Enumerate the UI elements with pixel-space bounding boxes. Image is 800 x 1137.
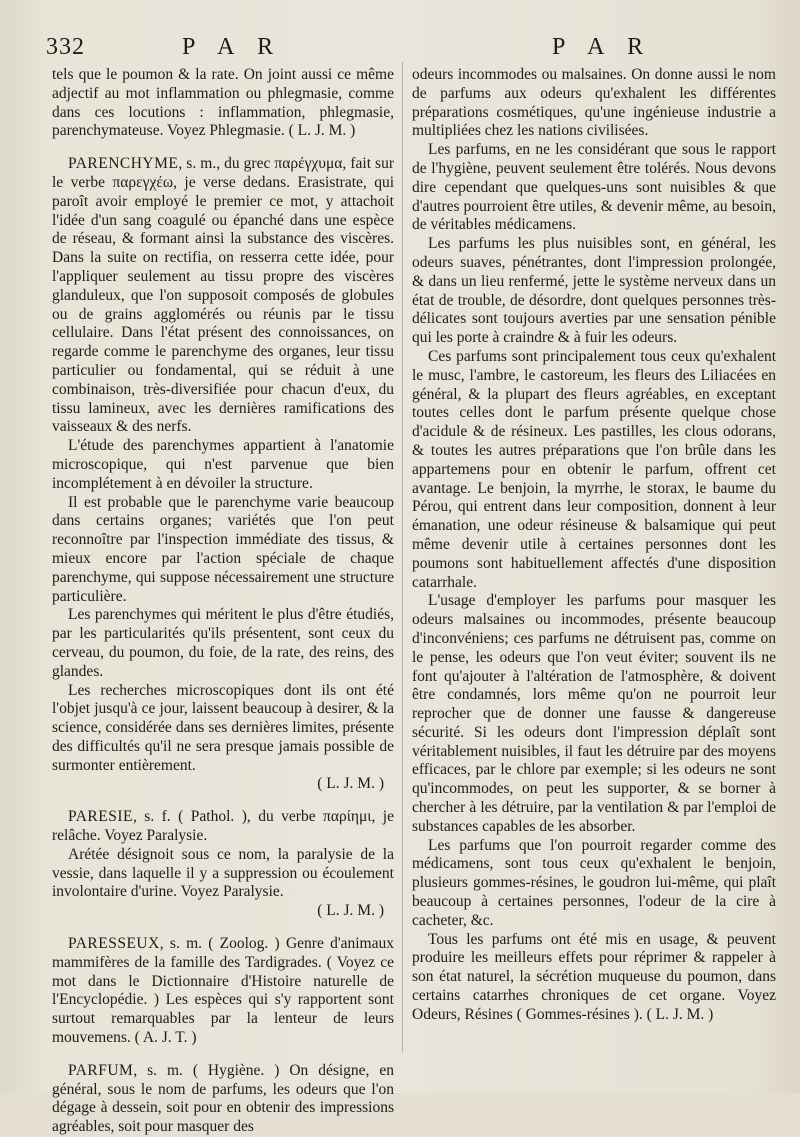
page-header (42, 34, 780, 66)
paragraph: Les parfums, en ne les considérant que sous le rapport de l'hygiène, peuvent seulement être tolérés. Nous devons dire cependant que quelques-uns sont nuisibles & que d'autres pourroient être utiles, & devenir même, au besoin, de véritables médicamens. (412, 141, 776, 234)
paragraph: Les parfums que l'on pourroit regarder comme des médicamens, sont tous ceux qu'exhalent le benjoin, plusieurs gommes-résines, le goudron lui-même, qui plaît beaucoup à certaines personnes, l'odeur de la cire à cacheter, &c. (412, 836, 776, 929)
entry-paresseux (52, 935, 394, 1048)
paragraph: Ces parfums sont principalement tous ceux qu'exhalent le musc, l'ambre, le castoreum, les fleurs des Liliacées en général, & la plupart des fleurs agréables, en exceptant toutes celles dont le parfum présente quelque chose d'acidule & de résineux. Les pastilles, les clous odorans, & toutes les autres préparations que l'on brûle dans les appartemens pour en obtenir le parfum, offrent cet avantage. Le benjoin, la myrrhe, le storax, le baume du Pérou, qui entrent dans leur composition, donnent à leur émanation, une odeur résineuse & balsamique qui peut même devenir utile à certaines personnes dont les poumons sont habituellement affectés d'une disposition catarrhale. (412, 347, 776, 591)
paragraph: Il est probable que le parenchyme varie beaucoup dans certains organes; variétés que l'on peut reconnoître par l'inspection immédiate des tissus, & mieux encore par l'action spéciale de chaque parenchyme, qui suppose nécessairement une structure particulière. (52, 493, 394, 605)
paragraph: Tous les parfums ont été mis en usage, & peuvent produire les meilleurs effets pour réprimer & rappeler à son état naturel, la sécrétion muqueuse du poumon, dans certains catarrhes chroniques de cet organe. Voyez Odeurs, Résines ( Gommes-résines ). ( L. J. M. ) (412, 930, 776, 1023)
author-signature: ( L. J. M. ) (317, 902, 384, 920)
entry-headword: PARESIE (68, 808, 133, 826)
author-signature: ( L. J. M. ) (317, 775, 384, 793)
paragraph: Les parenchymes qui méritent le plus d'être étudiés, par les particularités qu'ils présentent, sont ceux du cerveau, du poumon, du foie, de la rate, des reins, des glandes. (52, 606, 394, 680)
entry-headword: PARESSEUX (68, 935, 160, 953)
continued-paragraph: tels que le poumon & la rate. On joint aussi ce même adjectif au mot inflammation ou phlegmasie, comme dans ces locutions : inflammation, phlegmasie, parenchymateuse. Voyez Phlegmasie. ( L. J. M. ) (52, 66, 394, 140)
paragraph: Les parfums les plus nuisibles sont, en général, les odeurs suaves, pénétrantes, dont l'impression prolongée, & dans un lieu renfermé, jette le système nerveux dans un état de trouble, de désordre, dont quelques personnes très-délicates sont toujours averties par une sensation pénible qui les porte à craindre & à fuir les odeurs. (412, 235, 776, 347)
entry-text: , s. m., du grec παρέγχυμα, fait sur le verbe παρεγχέω, je verse dedans. Erasistrate, qui paroît avoir employé le premier ce mot, y attachoit l'idée d'un sang coagulé ou épanché dans une espèce de réseau, & formant ainsi la substance des viscères. Dans la suite on rectifia, on resserra cette idée, pour l'appliquer seulement au tissu propre des viscères glanduleux, que l'on supposoit composés de globules ou de grains agglomérés ou réunis par le tissu cellulaire. Dans l'état présent des connoissances, on regarde comme le parenchyme des organes, leur tissu particulier ou fondamental, qui se réduit à une combinaison, très-diversifiée pour chacun d'eux, du tissu lamineux, avec les dernières ramifications des vaisseaux & des nerfs. (52, 155, 394, 436)
entry-headword: PARFUM (68, 1061, 134, 1079)
running-head-left: P A R (182, 34, 283, 60)
running-head-right: P A R (552, 34, 653, 60)
right-column (412, 66, 776, 1025)
column-divider (402, 62, 403, 1052)
entry-text: , s. f. ( Pathol. ), du verbe παρίημι, je relâche. Voyez Paralysie. (52, 808, 394, 845)
left-column (52, 66, 394, 1137)
entry-parenchyme (52, 155, 394, 437)
paragraph: Les recherches microscopiques dont ils ont été l'objet jusqu'à ce jour, laissent beaucoup à desirer, & la science, considérée dans ses dernières limites, présente des difficultés qu'il ne sera presque jamais possible de surmonter entièrement. (52, 681, 394, 774)
paragraph: L'étude des parenchymes appartient à l'anatomie microscopique, qui n'est parvenue que bien incomplétement à en dévoiler la structure. (52, 437, 394, 492)
entry-text: , s. m. ( Zoolog. ) Genre d'animaux mammifères de la famille des Tardigrades. ( Voyez ce mot dans le Dictionnaire d'Histoire naturelle de l'Encyclopédie. ) Les espèces qui s'y rapportent sont surtout remarquables par la lenteur de leurs mouvemens. ( A. J. T. ) (52, 935, 394, 1047)
entry-text: , s. m. ( Hygiène. ) On désigne, en général, sous le nom de parfums, les odeurs que l'on dégage à dessein, soit pour en obtenir des impressions agréables, soit pour masquer des (52, 1061, 394, 1136)
page-number: 332 (46, 34, 85, 60)
paragraph: Arétée désignoit sous ce nom, la paralysie de la vessie, dans laquelle il y a suppression ou écoulement involontaire d'urine. Voyez Paralysie. (52, 845, 394, 901)
entry-parfum (52, 1062, 394, 1137)
continued-paragraph: odeurs incommodes ou malsaines. On donne aussi le nom de parfums aux odeurs qu'exhalent les différentes préparations cosmétiques, qu'une ingénieuse industrie a multipliées chez les nations civilisées. (412, 66, 776, 140)
entry-paresie (52, 808, 394, 846)
paragraph: L'usage d'employer les parfums pour masquer les odeurs malsaines ou incommodes, présente beaucoup d'inconvéniens; ces parfums ne détruisent pas, comme on le pense, les odeurs que l'on veut éviter; souvent ils ne font qu'ajouter à l'altération de l'atmosphère, & doivent être condamnés, lors même qu'on ne pourroit leur reprocher que de donner une fausse & dangereuse sécurité. Si les odeurs dont l'impression déplaît sont véritablement nuisibles, il faut les détruire par des moyens efficaces, par le chlore par exemple; si les odeurs ne sont qu'incommodes, on peut les supporter, & se borner à chercher à les détruire, par la ventilation & par l'emploi de substances capables de les absorber. (412, 592, 776, 835)
entry-headword: PARENCHYME (68, 155, 179, 173)
